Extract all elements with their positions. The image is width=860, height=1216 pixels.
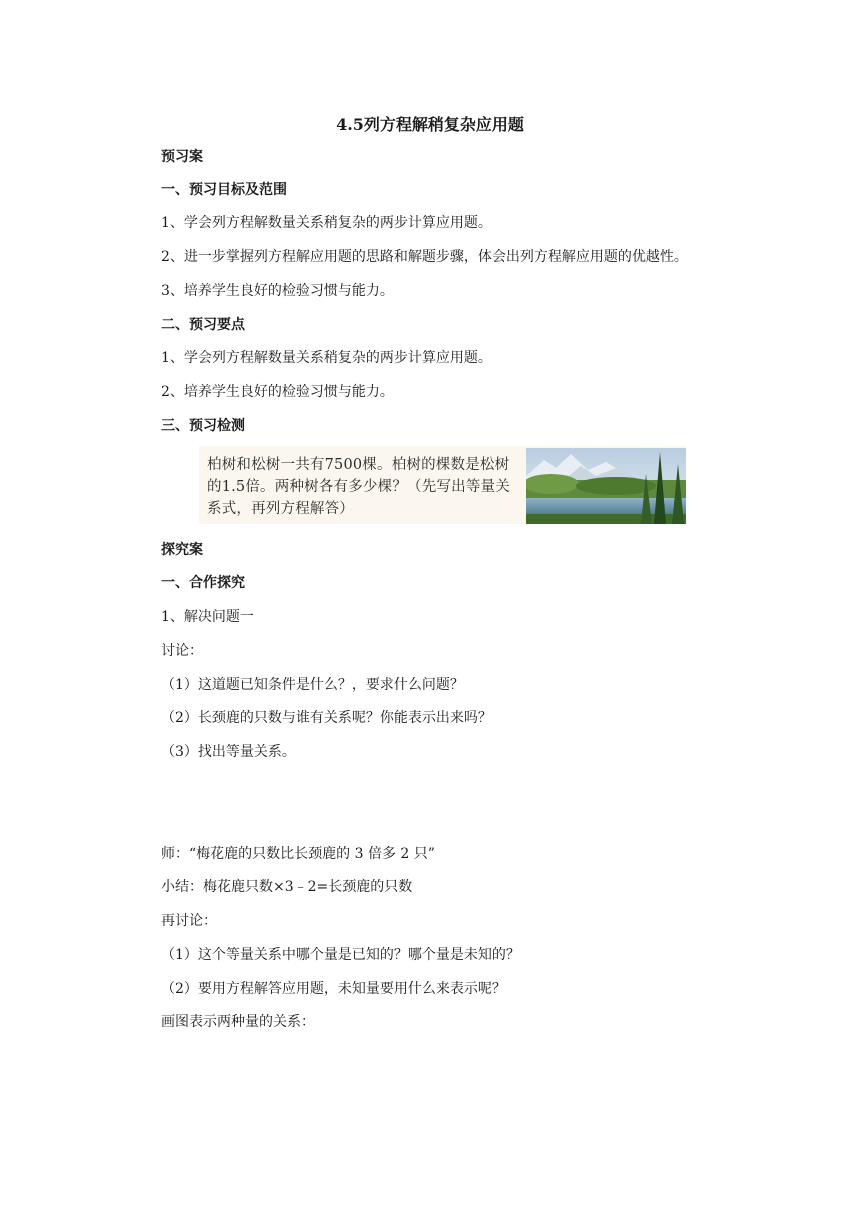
section-heading-goals: 一、预习目标及范围: [161, 182, 287, 198]
summary-line: 小结：梅花鹿只数×3﹣2=长颈鹿的只数: [161, 879, 413, 895]
section-heading-key-points: 二、预习要点: [161, 317, 245, 333]
rediscuss-item: （2）要用方程解答应用题，未知量要用什么来表示呢？: [161, 981, 506, 997]
teacher-line: 师：“梅花鹿的只数比长颈鹿的 3 倍多 2 只”: [161, 846, 435, 862]
discuss-item: （2）长颈鹿的只数与谁有关系呢？你能表示出来吗？: [161, 710, 492, 726]
goal-item: 1、学会列方程解数量关系稍复杂的两步计算应用题。: [161, 215, 492, 231]
section-heading-cooperation: 一、合作探究: [161, 575, 245, 591]
discuss-item: （3）找出等量关系。: [161, 744, 296, 760]
rediscuss-label: 再讨论：: [161, 913, 217, 929]
section-heading-test: 三、预习检测: [161, 418, 245, 434]
discuss-item: （1）这道题已知条件是什么？，要求什么问题？: [161, 677, 464, 693]
problem-text: 柏树和松树一共有7500棵。柏树的棵数是松树的1.5倍。两种树各有多少棵？（先写出等量关系式，再列方程解答）: [207, 457, 510, 517]
draw-instruction: 画图表示两种量的关系：: [161, 1014, 315, 1030]
problem-item: 1、解决问题一: [161, 609, 254, 625]
preview-heading: 预习案: [161, 149, 203, 165]
rediscuss-item: （1）这个等量关系中哪个量是已知的？哪个量是未知的？: [161, 947, 520, 963]
problem-figure: [199, 446, 686, 524]
key-point-item: 2、培养学生良好的检验习惯与能力。: [161, 384, 394, 400]
goal-item: 2、进一步掌握列方程解应用题的思路和解题步骤，体会出列方程解应用题的优越性。: [161, 249, 688, 265]
landscape-photo: [526, 448, 686, 524]
key-point-item: 1、学会列方程解数量关系稍复杂的两步计算应用题。: [161, 350, 492, 366]
document-title: 4.5列方程解稍复杂应用题: [336, 115, 524, 134]
discuss-label: 讨论：: [161, 643, 203, 659]
explore-heading: 探究案: [161, 542, 203, 558]
goal-item: 3、培养学生良好的检验习惯与能力。: [161, 283, 394, 299]
